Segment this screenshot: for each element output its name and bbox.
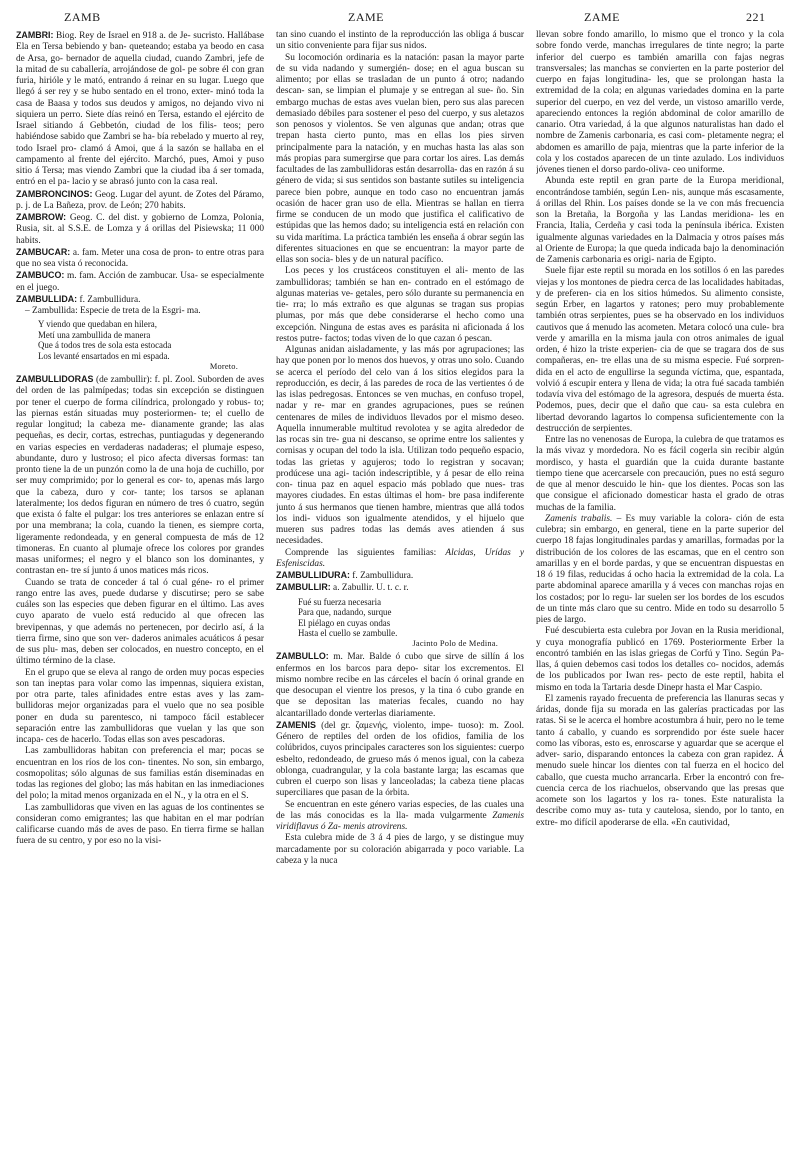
species-name: Zamenis trabalis. bbox=[545, 513, 613, 524]
headword: ZAMENIS bbox=[276, 719, 316, 730]
paragraph bbox=[536, 514, 784, 627]
paragraph: Esta culebra mide de 3 á 4 pies de largo, y se distingue muy marcadamente por su coloración abigarrada y poco variable. La cabeza y la nuca bbox=[276, 833, 524, 866]
headword: ZAMBULLIDURA: bbox=[276, 570, 350, 580]
column-1 bbox=[16, 30, 264, 1167]
entry-zambri bbox=[16, 30, 264, 189]
paragraph: Fué descubierta esta culebra por Jovan en la Rusia meridional, y cuya monografía publicó en 1769. Posteriormente Erber la encontró también en las islas griegas de Corfú y Tino. Según Pa- llas, á quien debemos casi todos los detalles co- nocidos, además de los publicados por Iwan res- pecto de este reptil, habita el mismo en toda la Tartaria desde Dinepr hasta el Mar Caspio. bbox=[536, 626, 784, 693]
headword: ZAMBUCAR: bbox=[16, 246, 71, 257]
header-center-guide-word: ZAME bbox=[348, 10, 384, 24]
entry-text: m. fam. Acción de zambucar. Usa- se especialmente en el juego. bbox=[16, 271, 264, 293]
entry-text: m. Mar. Balde ó cubo que sirve de sillín á los enfermos en los barcos para depo- sitar los excrementos. El mismo nombre recibe en las cárceles el bacín ó orinal grande en que desocupan el vientre los presos, y la tina ó cubo grande en que se depositan las materias fecales, cuando no hay alcantarillado donde verterlas diariamente. bbox=[276, 652, 524, 719]
paragraph: El zamenis rayado frecuenta de preferencia las llanuras secas y áridas, donde fija su morada en las galerías practicadas por las ratas. Si se le acerca el hombre acostumbra á huir, pero no le teme tanto á caballo, y cuando es sorprendido por éste suele hacer como las víboras, esto es, enroscarse y aguardar que se acerque el adver- sario, disparando entonces la cabeza con gran rapidez. Á menudo suele hincar los dientes con tal fuerza en el hocico del caballo, que cuesta mucho arrancarla. Erber la encontró con fre- cuencia cerca de los riachuelos, observando que las presas que acomete son los lagartos y los ra- tones. Este naturalista la describe como muy as- tuta y cautelosa, siendo, por lo tanto, en extre- mo difícil apoderarse de ella. «En cautividad, bbox=[536, 693, 784, 828]
paragraph: tan sino cuando el instinto de la reproducción las obliga á buscar un sitio conveniente para fijar sus nidos. bbox=[276, 30, 524, 52]
running-header bbox=[16, 8, 785, 28]
entry-zambullo bbox=[276, 651, 524, 720]
entry-zambullidoras bbox=[16, 374, 264, 578]
paragraph-text: Se encuentran en este género varias especies, de las cuales una de las más conocidas es la lla- mada vulgarmente bbox=[276, 799, 524, 821]
verse-line: El piélago en cuyas ondas bbox=[298, 617, 391, 628]
headword: ZAMBROW: bbox=[16, 212, 67, 222]
entry-subsense: – Zambullida: Especie de treta de la Esgri- ma. bbox=[25, 306, 201, 316]
paragraph: Algunas anidan aisladamente, y las más por agrupaciones; las hay que ponen por lo menos dos huevos, y otras uno solo. Cuando se acerca el período del celo van á los sitios elegidos para la reproducción, es decir, á las paredes de roca de las vertientes ó de las islas pedregosas. Entonces se ven muchas, en confuso tropel, nadar y re- mar en grandes agrupaciones, pues se reúnen centenares de miles de individuos llevados por el mismo deseo. Aquella innumerable multitud revolotea y se agita alrededor de las rocas sin tre- gua ni descanso, se oprime entre los salientes y cornisas y ocupan del todo la isla. Utilizan todo pequeño espacio, todas las grietas y agujeros; todo lo registran y socavan; prodúcese una agi- tación indescriptible, y á pesar de ello reina con- tinua paz en aquel espacio más poblado que nues- tras mayores ciudades. En estas últimas el hom- bre pasa indiferente junto á sus hermanos que tienen hambre, mientras que allá todos los indi- viduos son igualmente atendidos, y el hijuelo que mueren sus padres todas las demás aves atienden á sus necesidades. bbox=[276, 345, 524, 547]
verse-line: Metí una zambullida de manera bbox=[38, 329, 151, 340]
headword: ZAMBULLIDORAS bbox=[16, 374, 94, 385]
entry-zambuco bbox=[16, 270, 264, 294]
verse-quote bbox=[276, 597, 524, 650]
entry-zambucar bbox=[16, 247, 264, 271]
paragraph: Abunda este reptil en gran parte de la Europa meridional, encontrándose también, según Len- nis, aunque más escasamente, á orillas del Rhin. Los países donde se la ve con más frecuencia son la Bretaña, la Borgoña y las Landas meridiona- les en Francia, Italia, Cerdeña y casi toda la península ibérica. Existen igualmente algunas variedades en la Dalmacia y otros países más al Oriente de Europa; la que queda indicada bajo la denominación de Zamenis carbonaria es origi- naria de Egipto. bbox=[536, 176, 784, 265]
entry-text: Geog. C. del dist. y gobierno de Lomza, Polonia, Rusia, sit. al S.S.E. de Lomza y á orillas del Pisiewska; 11 000 habits. bbox=[16, 213, 264, 246]
paragraph: En el grupo que se eleva al rango de orden muy pocas especies son tan ineptas para volar como las impennas, siquiera existan, por otra parte, tales afinidades entre estas aves y las zam- bullidoras mejor organizadas para el vuelo que no sea posible poner en duda su parentesco, ni tampoco fácil establecer separación entre las zambullidoras que vuelan y las que son incapa- ces de hacerlo. Todas ellas son aves pescadoras. bbox=[16, 667, 264, 746]
entry-text: Biog. Rey de Israel en 918 a. de Je- sucristo. Hallábase Ela en Tersa bebiendo y ban- queteando; estaba ya beodo en casa de Arsa, go- bernador de aquella ciudad, cuando Zambri, jefe de la mitad de su caballería, arrojándose de gol- pe sobre él con gran furia, hirióle y le mató, entrando á reinar en su lugar. Luego que llegó á ser rey y se hubo sentado en el trono, exter- minó toda la casa de Baasa y todos sus deudos y amigos, no dejando vivo ni siquiera un perro. Siete días reinó en Tersa, estando el ejército de Israel sitiando á Gebbetón, ciudad de los filis- teos; pero habiéndose sabido que Zambri se ha- bía rebelado y muerto al rey, todo Israel pro- clamó á Amoi, que á la sazón se hallaba en el campamento al frente del ejército. Marchó, pues, Amoi y puso sitio á Tersa; mas viendo Zambri que la ciudad iba á ser tomada, entró en el pa- lacio y se abrasó junto con la casa real. bbox=[16, 31, 264, 188]
verse-line: Para que, nadando, surque bbox=[298, 607, 392, 618]
verse-line: Que á todos tres de sola esta estocada bbox=[38, 340, 172, 351]
paragraph-text: Comprende las siguientes familias: bbox=[285, 547, 446, 558]
page-number: 221 bbox=[746, 10, 766, 24]
verse-quote bbox=[16, 319, 264, 372]
entry-text: (del gr. ζαμενής, violento, impe- tuoso): m. Zool. Género de reptiles del orden de los ofidios, familia de los colúbridos, cuyos principales caracteres son los siguientes: cuerpo esbelto, redondeado, de grueso más ó menos igual, con la cabeza oblonga, cuadrangular, y la cola bastante larga; las escamas que cubren el cuerpo son lisas y lanceoladas; la cabeza tiene placas superciliares que pasan de la órbita. bbox=[276, 720, 524, 799]
paragraph: llevan sobre fondo amarillo, lo mismo que el tronco y la cola sobre fondo verde, manchas irregulares de tinte negro; la parte inferior del cuerpo es también amarilla con fajas negras transversales; las manchas se convierten en la parte posterior del cuerpo en fajas longitudina- les, que se prolongan hasta la extremidad de la cola; en algunas variedades domina en la parte superior del cuerpo, en vez del verde, un vistoso amarillo verde, apareciendo entonces la región abdominal de color amarillo de canario. Otra variedad, á la que algunos naturalistas han dado el nombre de Zamenis carbonaria, es casi com- pletamente negra; el abdomen es amarillo de paja, mientras que la parte inferior de la cola y los costados aparecen de un tinte azulado. Los individuos jóvenes tienen el dorso pardo-oliva- ceo uniforme. bbox=[536, 30, 784, 175]
headword: ZAMBRONCINOS: bbox=[16, 188, 93, 199]
verse-line: Fué su fuerza necesaria bbox=[298, 596, 382, 607]
verse-line: Y viendo que quedaban en hilera, bbox=[38, 319, 157, 330]
entry-zamenis bbox=[276, 720, 524, 800]
headword: ZAMBULLIR: bbox=[276, 582, 331, 593]
paragraph bbox=[276, 548, 524, 571]
verse-line: Los levanté ensartados en mi espada. bbox=[38, 351, 170, 362]
paragraph-text: – Es muy variable la colora- ción de esta culebra; sin embargo, en general, tiene en la parte superior del cuerpo 18 fajas longitudinales pardas y amarillas, formadas por la distribución de los colores de las escamas, que en el centro son amarillas y en el borde pardas, y que se encuentran dispuestas en 18 ó 19 filas, reducidas á ocho hacia la extremidad de la cola. La parte abdominal aparece amarilla y á veces con manchas rojas en los costados; por lo regu- lar suelen ser los bordes de los escudos de un tinte más claro que su centro. Mide en todo su desarrollo 5 pies de largo. bbox=[536, 513, 784, 625]
headword: ZAMBUCO: bbox=[16, 270, 65, 281]
paragraph: Los peces y los crustáceos constituyen el ali- mento de las zambullidoras; también se han en- contrado en el estómago de algunas materias ve- getales, pero sólo durante su permanencia en tie- rra; lo más extraño es que algunas se tragan sus propias plumas, por más que debe considerarse el hecho como una excepción. Ninguna de estas aves es parásita ni aficionada á los restos putre- factos; todas viven de lo que cazan ó pescan. bbox=[276, 266, 524, 344]
entry-text: Geog. Lugar del ayunt. de Zotes del Páramo, p. j. de La Bañeza, prov. de León; 270 habits. bbox=[16, 189, 264, 211]
entry-zambullida bbox=[16, 294, 264, 306]
entry-text: (de zambullir): f. pl. Zool. Suborden de aves del orden de las palmípedas; todas sin excepción se distinguen por tener el cuerpo de forma cilíndrica, prolongado y robus- to; las piernas están situadas muy posteriormen- te; el cuello de regular longitud; la cabeza me- dianamente grande; las alas pequeñas, es decir, cortas, estrechas, puntiagudas y degenerando en varias especies en verdaderas nadaderas; el plumaje espeso, abundante, duro y lustroso; el pico afecta diversas formas: tan pronto tiene la de un punzón como la de una hoja de cuchillo, por ser muy comprimido; por lo general es cor- to, apenas más largo que la cabeza, duro y cor- tante; los tarsos se aplanan lateralmente; los dedos figuran en número de tres ó cuatro, según que exista ó falte el pulgar: los tres anteriores se enlazan entre sí por una membrana; la cola, cuando la tienen, es siempre corta, ligeramente redondeada, y en general compuesta de más de 12 timoneras. En cuanto al plumaje ofrece los colores por grandes masas uniformes; el negro y el blanco son los dominantes, y contrastan en- tre sí junto á unos matices más ricos. bbox=[16, 375, 264, 577]
paragraph bbox=[276, 800, 524, 834]
verse-line: Hasta el cuello se zambulle. bbox=[298, 628, 398, 639]
entry-text: f. Zambullidura. bbox=[77, 294, 141, 305]
column-3 bbox=[536, 30, 784, 1167]
paragraph: Las zambullidoras habitan con preferencia el mar; pocas se encuentran en los ríos de los con- tinentes. No son, sin embargo, cosmopolitas; sólo algunas de sus familias están diseminadas en todas las regiones del globo; las más habitan en las inmediaciones del polo; la mitad menos organizada en el N., y la otra en el S. bbox=[16, 746, 264, 802]
entry-text: a. Zabullir. U. t. c. r. bbox=[330, 583, 409, 594]
paragraph: Entre las no venenosas de Europa, la culebra de que tratamos es la más vivaz y mordedora. No es fácil cogerla sin recibir algún mordisco, y hasta el guardián que la cuida durante bastante tiempo tiene que acercarsele con precaución, pues no está seguro de que al menor descuido le hin- que los dientes. Pocas son las que consigue el aficionado domesticar hasta el grado de otras muchas de la familia. bbox=[536, 435, 784, 513]
paragraph: Su locomoción ordinaria es la natación: pasan la mayor parte de su vida nadando y sumergién- dose; en el agua buscan su alimento; por ellas se trasladan de un punto á otro; nadando descan- san, se limpian el plumaje y se entregan al sue- ño. Sin embargo muchas de estas aves vuelan bien, pero sus alas parecen demasiado débiles para sostener el peso del cuerpo, y sus aletazos son penosos y violentos. Se ven algunas que andan; otras que trepan hasta cierto punto, mas en ellas los pies sirven principalmente para la natación, y en muchas hasta las alas son más propias para sumergirse que para cortar los aires. Las demás facultades de las zambullidoras están desarrolla- das en razón á su género de vida; si sus sentidos son bastante sutiles su inteligencia parece bien pobre, aunque en todo caso no encuentran jamás ocasión de hacer gran uso de ella. Mientras se hallan en tierra firme se conducen de un modo que justifica el calificativo de estúpidas que las hemos dado; su inteligencia está en relación con su vida marítima. La práctica también les enseña á obrar según las diferentes situaciones en que se encuentran: la mayor parte de ellas son socia- bles y de un natural pacífico. bbox=[276, 52, 524, 265]
entry-zambrow bbox=[16, 212, 264, 247]
paragraph: Cuando se trata de conceder á tal ó cual géne- ro el primer rango entre las aves, puede dudarse y discutirse; pero se sabe cuáles son las especies que deben figurar en el último. Las aves cuyo aparato de vuelo está reducido al que ofrecen las brevipennas, y que además no pertenecen, por decirlo así, á la tierra firme, sino que son ver- daderos animales acuáticos á pesar de sus plu- mas, deben ser colocados, en nuestro concepto, en el último término de la clase. bbox=[16, 577, 264, 667]
header-left-guide-word: ZAMB bbox=[64, 10, 101, 24]
headword: ZAMBRI: bbox=[16, 30, 54, 40]
entry-text: f. Zambullidura. bbox=[349, 571, 414, 581]
column-2 bbox=[276, 30, 524, 1167]
headword: ZAMBULLO: bbox=[276, 651, 329, 662]
entry-zambullir bbox=[276, 582, 524, 594]
entry-zambullidura bbox=[276, 570, 524, 582]
families-list: Alcidas, Urídas y Esfeniscidas. bbox=[276, 547, 524, 569]
verse-author: Jacinto Polo de Medina. bbox=[412, 638, 498, 648]
paragraph: Suele fijar este reptil su morada en los sotillos ó en las paredes viejas y los montones de piedra cerca de las localidades habitadas, y de preferen- cia en los sitios húmedos. Su alimento consiste, según Erber, en lagartos y ratones; pero muy probablemente también otras serpientes, pues se ha observado en los individuos cautivos que á menudo las acometen. Metara colocó una cule- bra verde y amarilla en la misma jaula con otros animales de igual orden, é hizo la triste experien- cia de que se tragara dos de sus compañeras, en- tre ellas una de su misma especie. Fué sorpren- dida en el acto de engullirse la segunda víctima, que, espantada, volvió á escupir entera y llena de vida; la otra fué sacada también todavía viva del estómago de la agresora, después de muerta ésta. Podemos, pues, decir que el daño que cau- sa esta culebra en libertad devorando lagartos lo compensa suficientemente con la destrucción de serpientes. bbox=[536, 266, 784, 434]
entry-zambroncinos bbox=[16, 189, 264, 213]
paragraph: Las zambullidoras que viven en las aguas de los continentes se consideran como emigrantes; las que habitan en el mar podrían calificarse cuando más de aves de paso. En tierra firme se hallan fuera de su centro, y por eso no la visi- bbox=[16, 802, 264, 847]
headword: ZAMBULLIDA: bbox=[16, 293, 78, 304]
text-columns bbox=[16, 30, 785, 1167]
verse-author: Moreto. bbox=[209, 361, 238, 371]
header-right-guide-word: ZAME bbox=[584, 10, 620, 24]
entry-text: a. fam. Meter una cosa de pron- to entre otras para que no sea vista ó reconocida. bbox=[16, 247, 264, 269]
species-name: Zamenis viridiflavus ó Za- menis atrovirens. bbox=[276, 810, 524, 833]
